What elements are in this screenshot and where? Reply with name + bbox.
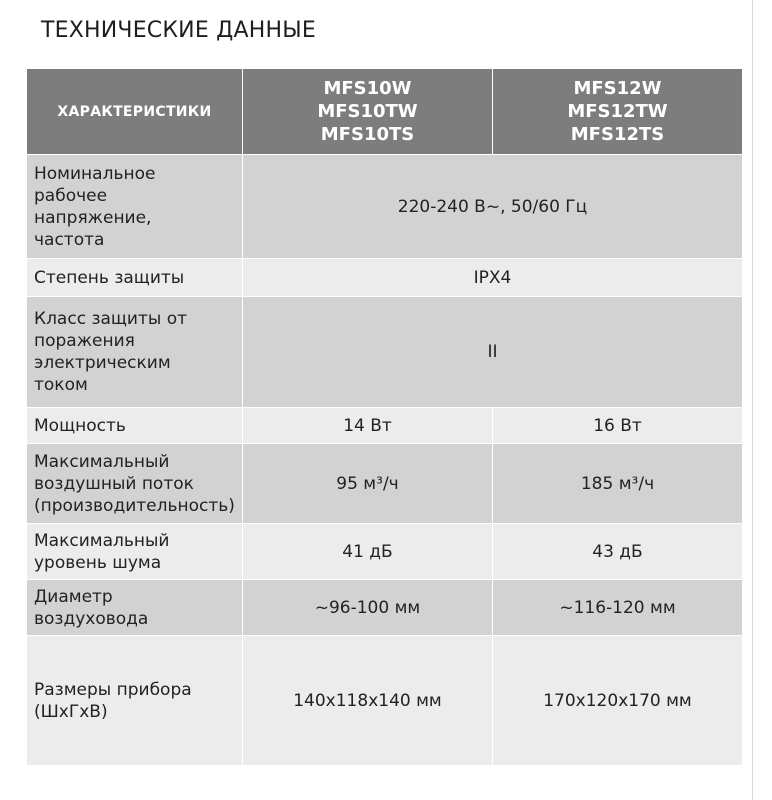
row-label	[27, 297, 243, 408]
label-line: Размеры прибора	[34, 679, 192, 700]
spec-table	[26, 68, 743, 766]
table-row-dimensions	[27, 636, 743, 766]
label-line: (производительность)	[34, 495, 235, 516]
row-label	[27, 524, 243, 580]
label-line: (ШхГхВ)	[34, 701, 108, 722]
row-value-b: 170x120x170 мм	[493, 636, 743, 766]
label-line: напряжение,	[34, 207, 152, 228]
label-line: Класс защиты от	[34, 309, 187, 329]
row-value-b: 43 дБ	[493, 524, 743, 580]
label-line: Степень защиты	[34, 267, 185, 288]
model-name: MFS10TW	[317, 101, 418, 122]
page-title: ТЕХНИЧЕСКИЕ ДАННЫЕ	[41, 18, 316, 43]
row-value: 220-240 В~, 50/60 Гц	[243, 155, 743, 259]
label-line: Номинальное	[34, 163, 156, 184]
model-name: MFS12TS	[570, 124, 665, 145]
label-line: воздушный поток	[34, 473, 194, 494]
row-value: II	[243, 297, 743, 408]
row-value-b: ~116-120 мм	[493, 580, 743, 636]
header-model-b	[493, 69, 743, 155]
model-name: MFS10TS	[320, 124, 415, 145]
page-divider	[752, 0, 753, 800]
label-line: Максимальный	[34, 530, 170, 551]
header-characteristics: ХАРАКТЕРИСТИКИ	[27, 69, 243, 155]
label-line: Диаметр	[34, 586, 113, 607]
table-row-noise	[27, 524, 743, 580]
label-line: частота	[34, 229, 105, 250]
header-model-a	[243, 69, 493, 155]
table-header-row	[27, 69, 743, 155]
row-value-a: 95 м³/ч	[243, 444, 493, 524]
row-label	[27, 408, 243, 444]
row-label	[27, 155, 243, 259]
row-value-b: 185 м³/ч	[493, 444, 743, 524]
label-line: Мощность	[34, 415, 126, 436]
label-line: уровень шума	[34, 552, 162, 573]
table-row-voltage	[27, 155, 743, 259]
row-value-a: 14 Вт	[243, 408, 493, 444]
row-label	[27, 636, 243, 766]
label-line: током	[34, 375, 88, 395]
model-name: MFS10W	[323, 78, 412, 99]
row-value-a: 41 дБ	[243, 524, 493, 580]
table-row-duct-diameter	[27, 580, 743, 636]
row-value-a: ~96-100 мм	[243, 580, 493, 636]
label-line: Максимальный	[34, 451, 170, 472]
label-line: воздуховода	[34, 608, 149, 629]
row-label	[27, 580, 243, 636]
label-line: электрическим	[34, 353, 171, 373]
table-row-power	[27, 408, 743, 444]
row-value-b: 16 Вт	[493, 408, 743, 444]
row-value-a: 140x118x140 мм	[243, 636, 493, 766]
row-label	[27, 444, 243, 524]
model-name: MFS12W	[573, 78, 662, 99]
table-row-protection-class	[27, 297, 743, 408]
label-line: поражения	[34, 331, 135, 351]
model-name: MFS12TW	[567, 101, 668, 122]
row-value: IPX4	[243, 259, 743, 297]
label-line: рабочее	[34, 185, 108, 206]
table-row-airflow	[27, 444, 743, 524]
row-label	[27, 259, 243, 297]
table-row-protection-degree	[27, 259, 743, 297]
